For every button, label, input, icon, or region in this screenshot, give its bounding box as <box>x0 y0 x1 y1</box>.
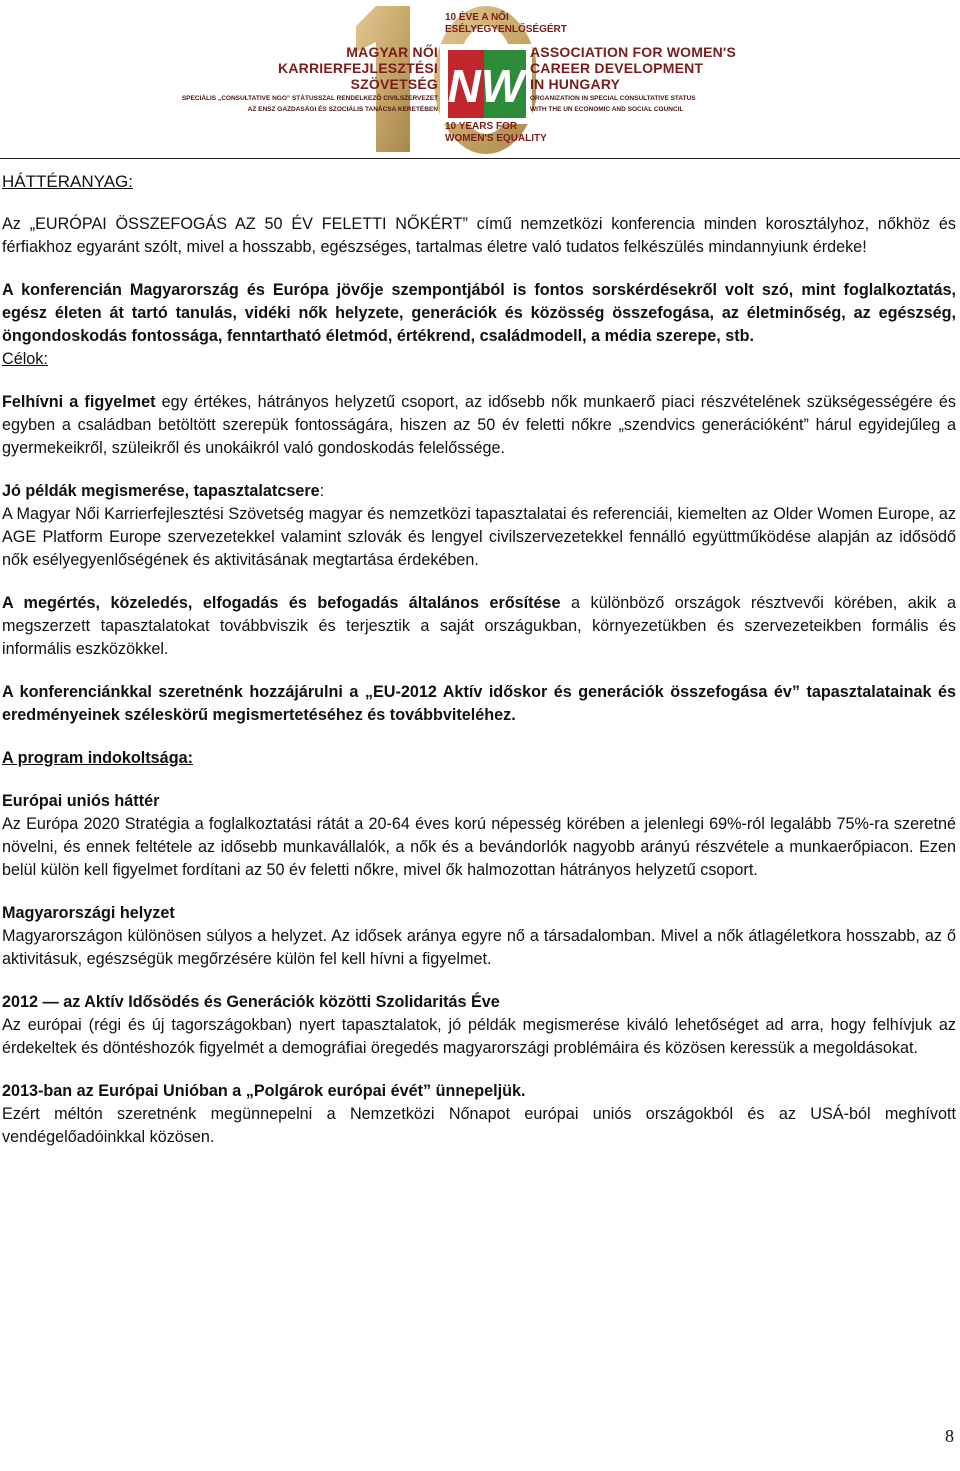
understanding-lead: A megértés, közeledés, elfogadás és befogadás általános erősítése <box>2 594 561 612</box>
good-practices-paragraph: A Magyar Női Karrierfejlesztési Szövetség magyar és nemzetközi tapasztalatai és referenciái, kiemelten az Older Women Europe, az AGE Platform Europe szervezetekkel valamint szlovák és lengyel civilszervezetekkel fennálló együttműködése alapján az idősödő nők esélyegyenlőségének és aktivitásának megtartása érdekében. <box>2 505 956 569</box>
page-number: 8 <box>945 1426 954 1446</box>
document-body <box>2 170 956 1149</box>
eu-background-paragraph: Az Európa 2020 Stratégia a foglalkoztatási rátát a 20-64 éves korú népesség körében a jelenlegi 69%-ról legalább 75%-ra szeretné növelni, és ennek feltétele az idősebb munkavállalók, a nők és a bevándorlók nagyobb arányú részvétele a munkaerőpiacon. Ezen belül külön kell figyelmet fordítani az 50 év feletti nőkre, mivel ők halmozottan hátrányos helyzetű csoport. <box>2 815 956 879</box>
good-practices-colon: : <box>319 482 325 500</box>
good-practices-heading <box>2 480 956 503</box>
ten-years-hu-line2: ESÉLYEGYENLŐSÉGÉRT <box>445 24 567 35</box>
org-hu-status2: AZ ENSZ GAZDASÁGI ÉS SZOCIÁLIS TANÁCSA KERETÉBEN <box>247 106 438 113</box>
goal-attention-text: egy értékes, hátrányos helyzetű csoport, az idősebb nők munkaerő piaci részvételének szükségességére és egyben a családban betöltött szerepük fontosságára, hiszen az 50 év feletti nőkre „szendvics generációként” hárul egyidejűleg a gyermekeikről, szüleikről és unokáikról való gondoskodás felelőssége. <box>2 393 956 457</box>
program-justification-heading: A program indokoltsága: <box>2 749 193 767</box>
contribution-paragraph: A konferenciánkkal szeretnénk hozzájárulni a „EU-2012 Aktív időskor és generációk összefogása év” tapasztalatainak és eredményeinek széleskörű megismertetéséhez és továbbviteléhez. <box>2 683 956 724</box>
org-name-hungarian <box>182 44 438 114</box>
letterhead <box>0 0 960 160</box>
org-name-english <box>530 44 736 114</box>
understanding-paragraph <box>2 592 956 661</box>
ten-years-hu <box>445 12 567 36</box>
year-2012-heading: 2012 — az Aktív Idősödés és Generációk közötti Szolidaritás Éve <box>2 993 500 1011</box>
document-heading: HÁTTÉRANYAG: <box>2 172 133 191</box>
goals-label: Célok: <box>2 350 48 368</box>
org-hu-line1: MAGYAR NŐI <box>346 44 438 60</box>
org-hu-status1: SPECIÁLIS „CONSULTATIVE NGO” STÁTUSSZAL RENDELKEZŐ CIVILSZERVEZET <box>181 95 438 102</box>
year-2013-heading: 2013-ban az Európai Unióban a „Polgárok európai évét” ünnepeljük. <box>2 1082 526 1100</box>
good-practices-lead: Jó példák megismerése, tapasztalatcsere <box>2 482 320 500</box>
year-2013-paragraph: Ezért méltón szeretnénk megünnepelni a Nemzetközi Nőnapot európai uniós országokból és az USÁ-ból meghívott vendégelőadóinkkal közösen. <box>2 1105 956 1146</box>
understanding-text: a különböző országok résztvevői körében, akik a megszerzett tapasztalatokat továbbviszik és terjesztik a saját országukban, környezetükben és szervezeteikben formális és informális eszközökkel. <box>2 594 956 658</box>
year-2012-paragraph: Az európai (régi és új tagországokban) nyert tapasztalatok, jó példák megismerése kiváló lehetőséget ad arra, hogy felhívjuk az érdekeltek és döntéshozók figyelmét a demográfiai öregedés magyarországi problémáira és közösen keressük a megoldásokat. <box>2 1016 956 1057</box>
org-en-status1: ORGANIZATION IN SPECIAL CONSULTATIVE STATUS <box>530 95 696 102</box>
ten-years-en <box>445 121 547 145</box>
header-divider <box>0 158 960 159</box>
org-hu-line3: SZÖVETSÉG <box>350 76 438 92</box>
goal-attention-paragraph <box>2 391 956 460</box>
org-en-status2: WITH THE UN ECONOMIC AND SOCIAL COUNCIL <box>530 106 684 113</box>
conference-topics-paragraph: A konferencián Magyarország és Európa jövője szempontjából is fontos sorskérdésekről volt szó, mint foglalkoztatás, egész életen át tartó tanulás, vidéki nők helyzete, generációk és közösség összefogása, az életminőség, az egészség, öngondoskodás fontossága, fenntartható életmód, értékrend, családmodell, a média szerepe, stb. <box>2 281 956 345</box>
org-en-line2: CAREER DEVELOPMENT <box>530 60 704 76</box>
intro-paragraph: Az „EURÓPAI ÖSSZEFOGÁS AZ 50 ÉV FELETTI NŐKÉRT” című nemzetközi konferencia minden korosztályhoz, nőkhöz és férfiakhoz egyaránt szólt, mivel a hosszabb, egészséges, tartalmas életre való tudatos felkészülés mindannyiunk érdeke! <box>2 215 956 256</box>
ten-years-hu-line1: 10 ÉVE A NŐI <box>445 12 509 23</box>
goal-attention-lead: Felhívni a figyelmet <box>2 393 156 411</box>
hungary-situation-paragraph: Magyarországon különösen súlyos a helyzet. Az idősek aránya egyre nő a társadalomban. Mivel a nők átlagéletkora hosszabb, az ő aktivitásuk, egészségük megőrzésére külön fel kell hívni a figyelmet. <box>2 927 956 968</box>
hungary-situation-heading: Magyarországi helyzet <box>2 904 175 922</box>
ten-years-en-line2: WOMEN'S EQUALITY <box>445 133 547 144</box>
eu-background-heading: Európai uniós háttér <box>2 792 160 810</box>
org-hu-line2: KARRIERFEJLESZTÉSI <box>278 60 438 76</box>
org-en-line3: IN HUNGARY <box>530 76 621 92</box>
org-en-line1: ASSOCIATION FOR WOMEN'S <box>530 44 737 60</box>
ten-years-en-line1: 10 YEARS FOR <box>445 121 518 132</box>
nw-letters: NW <box>447 60 525 112</box>
